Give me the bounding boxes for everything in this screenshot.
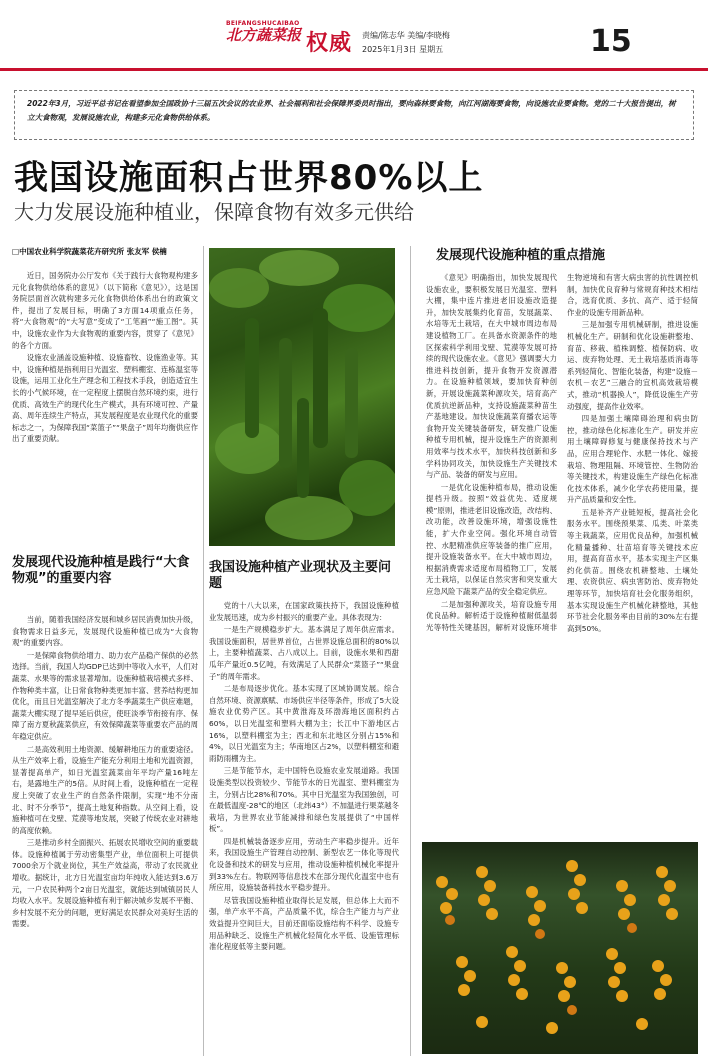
paragraph: 四是机械装备逐步应用，劳动生产率稳步提升。近年来，我国设施生产管理自动控制、新型农艺一体化等现代化设备和技术的研发与应用，推动设施种植机械化率提升到33%左右。物联网等信息技术在部分现代化温室中也有所应用，设施装备科技水平稳步提升。 — [209, 836, 399, 893]
masthead — [0, 0, 708, 68]
column2-section-title: 我国设施种植产业现状及主要问题 — [209, 560, 392, 591]
column-divider — [410, 246, 411, 1056]
paragraph: 尽管我国设施种植业取得长足发展，但总体上大而不强，单产水平不高，产品质量不优，综合生产能力与产业效益提升空间巨大，目前还面临设施结构不科学、设施专用品种缺乏、设施生产机械化轻简化水平低、设施管理标准化程度低等主要问题。 — [209, 895, 399, 952]
paragraph: 二是高效利用土地资源、缓解耕地压力的重要途径。从生产效率上看，设施生产能充分利用土地和光温资源，显著提高单产，如日光温室蔬菜亩年平均产量16吨左右，是露地生产的5倍。从时间上看，设施种植在一定程度上突破了农业生产的自然条件限制，实现“地不分南北、时不分季节”，提高土地复种指数。从空间上看，设施种植可在戈壁、荒漠等地发展，突破了传统农业对耕地的高度依赖。 — [12, 744, 198, 835]
paragraph: 当前，随着我国经济发展和城乡居民消费加快升级，食物需求日益多元，发展现代设施种植已成为“大食物观”的重要内容。 — [12, 615, 198, 648]
paper-pinyin: BEIFANGSHUCAIBAO — [226, 20, 300, 27]
byline: □中国农业科学院蔬菜花卉研究所 张友军 侯楠 — [12, 247, 167, 256]
column3-body — [426, 272, 698, 836]
paragraph: 《意见》明确指出，加快发展现代设施农业，要积极发展日光温室、塑料大棚，集中连片推进老旧设施改造提升，加快发展集约化育苗，发展蔬菜、水培等无土栽培，在大中城市周边布局建设植物工厂。在具备水资源条件的地区探索科学利用戈壁、荒漠等发展可持续的现代设施农业。《意见》强调要大力推进科技创新，提升食物开发资源潜力。在设施种植领域，要加快育种创新，开展设施蔬菜种源攻关，培育高产优质抗逆新品种，支持设施蔬菜种苗生产基地建设。加快设施蔬菜育播农运等食物开发关键装备研发，研发推广设施种植专用机械，提升设施生产的资源利用效率与技术水平，加快科技创新和多学科协同攻关，加快设施生产关键技术与产品、装备的研发与应用。 — [426, 273, 557, 480]
paragraph: 设施农业涵盖设施种植、设施畜牧、设施渔业等。其中，设施种植是指利用日光温室、塑料棚室、连栋温室等设施，运用工业化生产理念和工程技术手段，创造适宜生长的小气候环境，在一定程度上摆脱自然环境约束，进行优质、高效生产的现代化生产模式，具有环境可控、产量高、周年连续生产特点，其发展程度是农业现代化的重要标志之一，为保障我国“菜篮子”“果盘子”周年均衡供应作出了重要贡献。 — [12, 353, 198, 444]
intro-quote-text: 2022年3月，习近平总书记在看望参加全国政协十三届五次会议的农业界、社会福利和社会保障界委员时指出，要向森林要食物，向江河湖海要食物，向设施农业要食物。党的二十大报告提出，树立大食物观，发展设施农业，构建多元化食物供给体系。 — [27, 99, 676, 122]
column2-body — [209, 600, 399, 1058]
paragraph: 五是补齐产业链短板，提高社会化服务水平。围绕预果菜、瓜类、叶菜类等主栽蔬菜，应用优良品种，加强机械化精量播种、壮苗培育等关键技术应用，提高育苗水平，基本实现主产区集约化供苗。围绕农机耕整地、土壤处理、农资供应、病虫害防治、废弃物处理等环节，加快培育社会化服务组织，基本实现设施生产机械化耕整地，其他环节社会化服务率由目前的30%左右提高到50%。 — [567, 507, 698, 633]
paper-name: 北方蔬菜报 — [226, 26, 302, 44]
masthead-rule — [0, 68, 708, 71]
article-subheadline: 大力发展设施种植业，保障食物有效多元供给 — [14, 200, 414, 224]
column-divider — [203, 246, 204, 1056]
paragraph: 二是布局逐步优化。基本实现了区域协调发展。综合自然环境、资源禀赋、市场供应半径等条件，形成了5大设施农业优势产区。其中黄淮海及环渤海地区面积约占60%，以日光温室和塑料大棚为主；长江中下游地区占16%，以塑料棚室为主；西北和东北地区分别占15%和4%，以日光温室为主；华南地区占2%，以塑料棚室和避雨防雨棚为主。 — [209, 684, 399, 763]
tomato-illustration — [422, 842, 698, 1054]
cucumber-illustration — [209, 248, 395, 546]
paragraph: 近日，国务院办公厅发布《关于践行大食物观构建多元化食物供给体系的意见》（以下简称《意见》），这是国务院层面首次就构建多元化食物供给体系出台的政策文件，提出了发展目标，明确了3方面14项重点任务，将“大食物观”的“大写意”变成了“工笔画”“施工图”。其中，设施农业作为大食物观的重要内容，贯穿了《意见》的各个方面。 — [12, 271, 198, 350]
editors-credit: 责编/陈志华 美编/李晓梅 — [362, 31, 450, 40]
tomato-photo — [422, 842, 698, 1054]
paragraph: 党的十八大以来，在国家政策扶持下，我国设施种植业发展迅速，成为乡村振兴的重要产业。具体表现为： — [209, 601, 399, 622]
paragraph: 三是加强专用机械研制，推进设施机械化生产。研制和优化设施耕整地、育苗、移栽、植株调整、植保防病、收运、废弃物处理、无土栽培基质消毒等系列轻简化、智能化装备，构建“设施－农机－农艺”三融合的宜机高效栽培模式，推动“机器换人”，降低设施生产劳动强度，提高作业效率。 — [567, 320, 698, 411]
cucumber-photo — [209, 248, 395, 546]
paragraph: 一是保障食物供给增力、助力农产品稳产保供的必然选择。当前，我国人均GDP已达到中等收入水平，人们对蔬菜、水果等的需求显著增加。设施种植栽培模式多样、作物种类丰富，让日常食物种类更加丰富、营养结构更加优化，而且日光温室解决了北方冬季蔬菜生产供应难题，蔬菜大棚实现了提早延后供应，使旺淡季节衔接有序、保障了南方夏秋蔬菜供应，有效保障蔬菜等重要农产品的周年稳定供应。 — [12, 650, 198, 741]
column1-intro — [12, 270, 198, 542]
issue-date: 2025年1月3日 星期五 — [362, 45, 444, 54]
paragraph: 一是优化设施种植布局，推动设施提档升级。按照“效益优先、适度规模”原则，推进老旧设施改造，改结构、改功能，改善设施环境，增强设施性能，扩大作业空间。强化环境自动管控、水肥精准供应等装备的推广应用，提升设施装备水平。在大中城市周边，根据消费需求适度布局植物工厂，发展无土栽培，以保证自然灾害和突发重大应急风险下蔬菜产品的安全稳定供应。 — [426, 482, 557, 597]
paragraph: 二是加强种源攻关，培育设施专用优良品种。解析适于设施种植耐低温弱光等特性关键基因，解析对设施环境非生物逆境和有害大病虫害的抗性调控机制，加快优良育种与常规育种技术相结合，选育优质、多抗、高产、适于轻简作业的设施专用新品种。 — [426, 273, 698, 632]
paragraph: 一是生产规模稳步扩大。基本满足了周年供应需求。我国设施面积，居世界首位，占世界设施总面积的80%以上，主要种植蔬菜、占八成以上。目前，设施水果和西甜瓜年产量近0.5亿吨，有效满足了人民群众“菜篮子”“果盘子”的周年需求。 — [209, 625, 399, 681]
article-headline: 我国设施面积占世界80%以上 — [14, 158, 484, 198]
paragraph: 四是加强土壤障碍治理和病虫防控，推动绿色化标准化生产。研发并应用土壤障碍修复与健康保持技术与产品，应用合理轮作、水肥一体化、嫁接栽培、物理阻隔、环境管控、生物防治等关键技术，构建设施生产绿色化标准化技术体系，减少化学农药使用量，提升产品质量和安全性。 — [567, 414, 698, 505]
section-name: 权威 — [306, 30, 353, 56]
intro-quote-box — [14, 90, 694, 140]
paragraph: 三是推动乡村全面振兴、拓展农民增收空间的重要载体。设施种植属于劳动密集型产业，单位面积上可提供7000余万个就业岗位，其生产效益高，带动了农民就业增收。据统计，北方日光温室亩均年纯收入能达到3.6万元，一户农民种两个2亩日光温室，就能达到城镇居民人均收入水平。发展设施种植有利于解决城乡发展不平衡、乡村发展不充分的问题，更好满足农民群众对美好生活的需要。 — [12, 838, 198, 929]
column3-section-title: 发展现代设施种植的重点措施 — [436, 248, 606, 263]
column1-body — [12, 614, 198, 1058]
paragraph: 三是节能节水，走中国特色设施农业发展道路。我国设施类型以投资较少、节能节水的日光温室、塑料棚室为主，分别占比28%和70%。其中日光温室为我国独创，可在最低温度-28℃的地区（北纬43°）不加温进行果菜越冬栽培，为世界农业节能减排和绿色发展提供了“中国样板”。 — [209, 766, 399, 834]
page-number: 15 — [590, 24, 632, 59]
column1-section-title: 发展现代设施种植是践行“大食物观”的重要内容 — [12, 555, 190, 586]
